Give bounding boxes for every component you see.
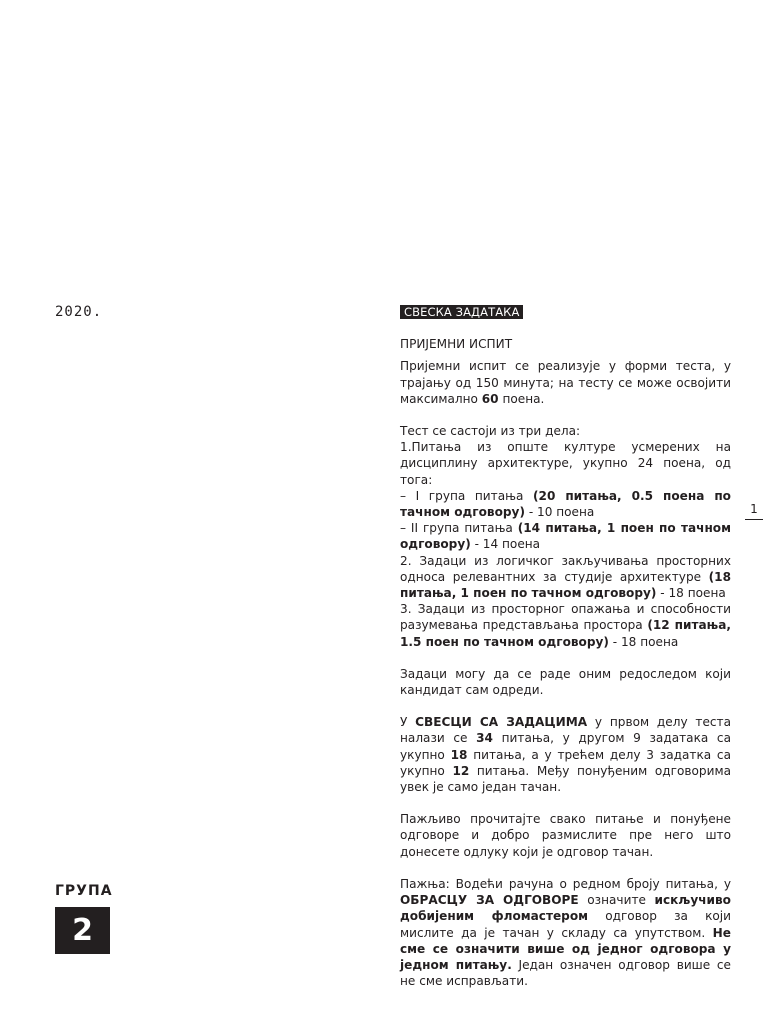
structure-subitem-1: [400, 488, 731, 520]
text-run: - 14 поена: [470, 537, 541, 552]
text-run: означите: [578, 893, 655, 908]
bold-run: искључиво добијеним фломастером: [400, 893, 731, 924]
bold-run: (14 питања, 1 поен по тачном одговору): [400, 521, 731, 552]
structure-subitem-2: [400, 520, 731, 552]
text-run: Пажња: Водећи рачуна о редном броју питања, у: [400, 876, 731, 891]
text-run: одговор за који мислите да је тачан у складу са упутством.: [400, 909, 731, 940]
instructions-column: [400, 304, 731, 989]
text-run: у првом делу теста налази се: [400, 715, 731, 746]
text-run: - 18 поена: [608, 634, 679, 649]
read-carefully-paragraph: Пажљиво прочитајте свако питање и понуђене одговоре и добро размислите пре него што донесете одлуку који је одговор тачан.: [400, 812, 731, 859]
text-run: Један означен одговор више се не сме исправљати.: [400, 957, 731, 989]
bold-run: (18 питања, 1 поен по тачном одговору): [400, 569, 731, 601]
structure-item-1: 1.Питања из опште културе усмерених на дисциплину архитектуре, укупно 24 поена, од тога:: [400, 440, 731, 487]
structure-item-3: [400, 601, 731, 650]
bold-run: 18: [450, 747, 468, 762]
booklet-paragraph: [400, 714, 731, 795]
bold-run: СВЕСЦИ СА ЗАДАЦИМА: [415, 715, 588, 730]
bold-run: ОБРАСЦУ ЗА ОДГОВОРЕ: [400, 893, 579, 908]
text-run: поена.: [498, 391, 545, 406]
page-number-rule: [745, 519, 763, 520]
group-number-box: [55, 907, 110, 954]
bold-run: (12 питања, 1.5 поен по тачном одговору): [400, 618, 731, 649]
section-badge: СВЕСКА ЗАДАТАКА: [400, 305, 523, 319]
exam-duration-paragraph: [400, 358, 731, 407]
page-number: 1: [750, 502, 758, 516]
text-run: - 18 поена: [656, 586, 726, 601]
bold-run: (20 питања, 0.5 поена по тачном одговору): [400, 488, 731, 520]
structure-intro: Тест се састоји из три дела:: [400, 424, 581, 439]
structure-item-2: [400, 553, 731, 602]
year-label: 2020.: [55, 304, 103, 320]
test-structure-block: [400, 423, 731, 650]
text-run: Пријемни испит се реализује у форми теста, у трајању од 150 минута; на тесту се може освојити максимално: [400, 359, 731, 406]
text-run: У: [400, 715, 416, 730]
text-run: – II група питања: [400, 521, 518, 536]
group-number: 2: [72, 913, 93, 948]
bold-run: 34: [476, 731, 493, 746]
bold-run: 12: [452, 763, 470, 778]
text-run: 2. Задаци из логичког закључивања просторних односа релевантних за студије архитектуре: [400, 553, 731, 584]
text-run: питања. Међу понуђеним одговорима увек је само један тачан.: [400, 763, 731, 795]
text-run: питања, у другом 9 задатака са укупно: [400, 731, 731, 762]
group-label: ГРУПА: [55, 883, 113, 899]
attention-paragraph: [400, 876, 731, 989]
text-run: – I група питања: [400, 488, 533, 503]
text-run: - 10 поена: [524, 505, 595, 520]
section-heading: ПРИЈЕМНИ ИСПИТ: [400, 337, 513, 352]
text-run: 3. Задаци из просторног опажања и способности разумевања представљања простора: [400, 602, 731, 633]
bold-run: Не сме се означити више од једног одговора у једном питању.: [400, 925, 731, 972]
order-paragraph: Задаци могу да се раде оним редоследом који кандидат сам одреди.: [400, 666, 731, 698]
text-run: питања, а у трећем делу 3 задатка са укупно: [400, 747, 731, 778]
max-points: 60: [481, 391, 499, 406]
